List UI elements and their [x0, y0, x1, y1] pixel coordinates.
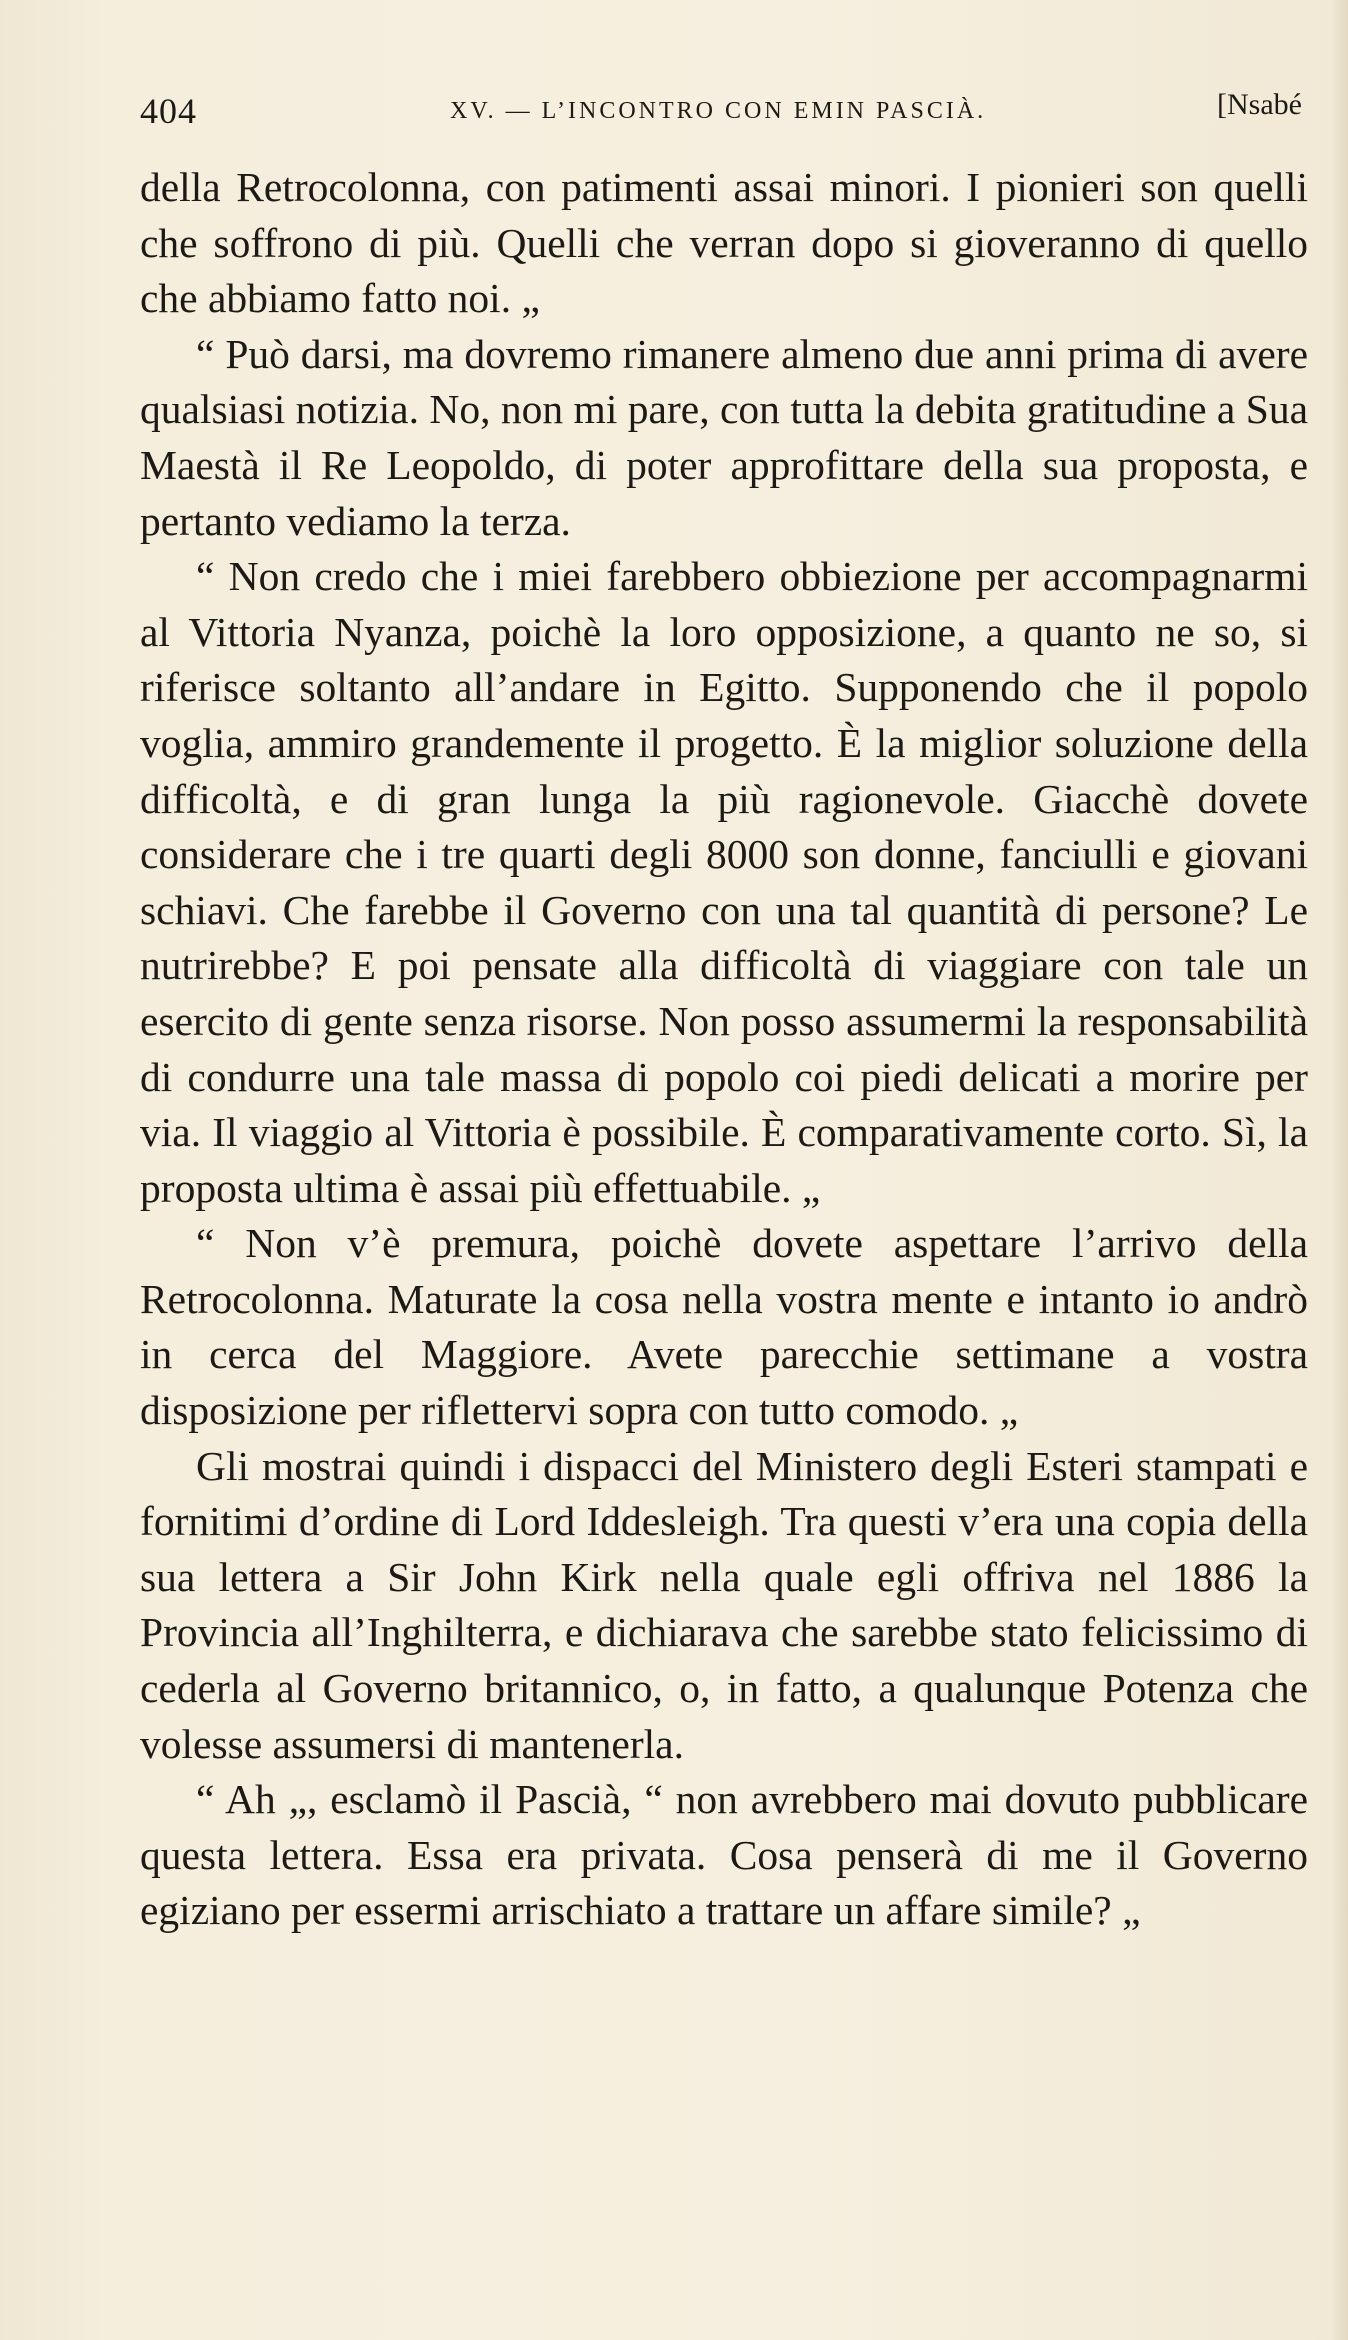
margin-note: [Nsabé — [1217, 88, 1302, 121]
page-number: 404 — [140, 91, 197, 131]
page-edge-shadow — [1330, 0, 1348, 2340]
paragraph: “ Può darsi, ma dovremo rimanere almeno due anni prima di avere qualsiasi notizia. No, non mi pare, con tutta la debita gratitudine a Sua Maestà il Re Leopoldo, di poter approfittare della sua proposta, e pertanto vediamo la terza. — [140, 330, 1308, 544]
running-header — [140, 90, 1320, 136]
running-title: XV. — L’INCONTRO CON EMIN PASCIÀ. — [450, 98, 987, 124]
paragraph: “ Non v’è premura, poichè dovete aspettare l’arrivo della Retrocolonna. Maturate la cosa nella vostra mente e intanto io andrò in cerca del Maggiore. Avete parecchie settimane a vostra disposizione per riflettervi sopra con tutto comodo. „ — [140, 1220, 1308, 1434]
paragraph: della Retrocolonna, con patimenti assai minori. I pionieri son quelli che soffrono di più. Quelli che verran dopo si gioveranno di quello che abbiamo fatto noi. „ — [140, 164, 1308, 322]
paragraph: “ Non credo che i miei farebbero obbiezione per accompagnarmi al Vittoria Nyanza, poichè la loro opposizione, a quanto ne so, si riferisce soltanto all’andare in Egitto. Supponendo che il popolo voglia, ammiro grandemente il progetto. È la miglior soluzione della difficoltà, e di gran lunga la più ragionevole. Giacchè dovete considerare che i tre quarti degli 8000 son donne, fanciulli e giovani schiavi. Che farebbe il Governo con una tal quantità di persone? Le nutrirebbe? E poi pensate alla difficoltà di viaggiare con tale un esercito di gente senza risorse. Non posso assumermi la responsabilità di condurre una tale massa di popolo coi piedi delicati a morire per via. Il viaggio al Vittoria è possibile. È comparativamente corto. Sì, la proposta ultima è assai più effettuabile. „ — [140, 553, 1308, 1211]
paragraph: “ Ah „, esclamò il Pascià, “ non avrebbero mai dovuto pubblicare questa lettera. Essa era privata. Cosa penserà di me il Governo egiziano per essermi arrischiato a trattare un affare simile? „ — [140, 1776, 1308, 1934]
paragraph: Gli mostrai quindi i dispacci del Ministero degli Esteri stampati e fornitimi d’ordine di Lord Iddesleigh. Tra questi v’era una copia della sua lettera a Sir John Kirk nella quale egli offriva nel 1886 la Provincia all’Inghilterra, e dichiarava che sarebbe stato felicissimo di cederla al Governo britannico, o, in fatto, a qualunque Potenza che volesse assumersi di mantenerla. — [140, 1442, 1308, 1767]
body-text — [140, 160, 1308, 1939]
